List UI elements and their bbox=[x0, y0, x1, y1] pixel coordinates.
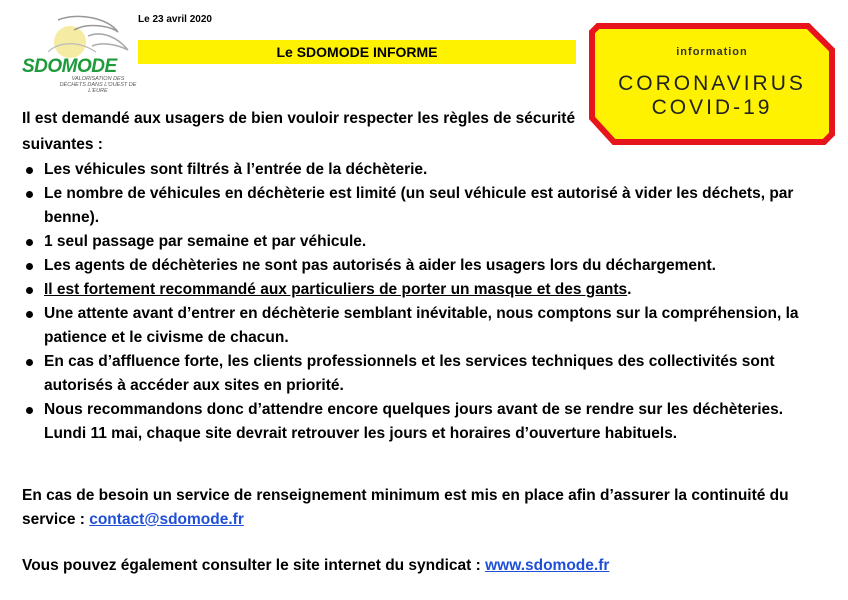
list-item: Une attente avant d’entrer en déchèterie semblant inévitable, nous comptons sur la compréhension, la patience et le civisme de chacun. bbox=[22, 302, 822, 350]
bullet-icon bbox=[26, 191, 33, 198]
logo-wordmark: SDOMODE bbox=[22, 56, 117, 77]
list-item: Le nombre de véhicules en déchèterie est limité (un seul véhicule est autorisé à vider les déchets, par benne). bbox=[22, 182, 822, 230]
list-item: Les agents de déchèteries ne sont pas autorisés à aider les usagers lors du déchargement. bbox=[22, 254, 822, 278]
contact-paragraph: En cas de besoin un service de renseignement minimum est mis en place afin d’assurer la continuité du service : contact@sdomode.fr bbox=[22, 487, 789, 528]
bullet-icon bbox=[26, 167, 33, 174]
list-item: En cas d’affluence forte, les clients professionnels et les services techniques des collectivités sont autorisés à accéder aux sites en priorité. bbox=[22, 350, 822, 398]
footer-contact bbox=[22, 484, 822, 578]
list-item: Nous recommandons donc d’attendre encore quelques jours avant de se rendre sur les déchèteries. Lundi 11 mai, chaque site devrait retrouver les jours et horaires d’ouverture habituels. bbox=[22, 398, 822, 446]
bullet-icon bbox=[26, 311, 33, 318]
document-date: Le 23 avril 2020 bbox=[138, 14, 212, 25]
bullet-icon bbox=[26, 263, 33, 270]
list-item: Les véhicules sont filtrés à l’entrée de la déchèterie. bbox=[22, 158, 822, 182]
bullet-icon bbox=[26, 287, 33, 294]
coronavirus-heading: CORONAVIRUS bbox=[618, 72, 806, 95]
header-banner bbox=[138, 40, 576, 64]
bullet-icon bbox=[26, 239, 33, 246]
banner-title: Le SDOMODE INFORME bbox=[276, 44, 438, 60]
list-item: 1 seul passage par semaine et par véhicule. bbox=[22, 230, 822, 254]
safety-rules-list bbox=[22, 158, 822, 446]
website-paragraph: Vous pouvez également consulter le site internet du syndicat : www.sdomode.fr bbox=[22, 557, 610, 574]
list-item: Il est fortement recommandé aux particuliers de porter un masque et des gants. bbox=[22, 278, 822, 302]
intro-paragraph: Il est demandé aux usagers de bien vouloir respecter les règles de sécurité suivantes : bbox=[22, 110, 576, 153]
covid-heading: COVID-19 bbox=[651, 96, 773, 119]
logo-swirl-icon bbox=[18, 12, 136, 62]
logo-tagline: VALORISATION DES DÉCHETS DANS L'OUEST DE L'EURE bbox=[59, 76, 137, 94]
website-link[interactable]: www.sdomode.fr bbox=[485, 557, 610, 574]
contact-email-link[interactable]: contact@sdomode.fr bbox=[89, 511, 244, 528]
bullet-icon bbox=[26, 359, 33, 366]
coronavirus-info-box bbox=[588, 22, 836, 146]
info-label: information bbox=[676, 46, 748, 58]
bullet-icon bbox=[26, 407, 33, 414]
sdomode-logo bbox=[18, 12, 136, 92]
